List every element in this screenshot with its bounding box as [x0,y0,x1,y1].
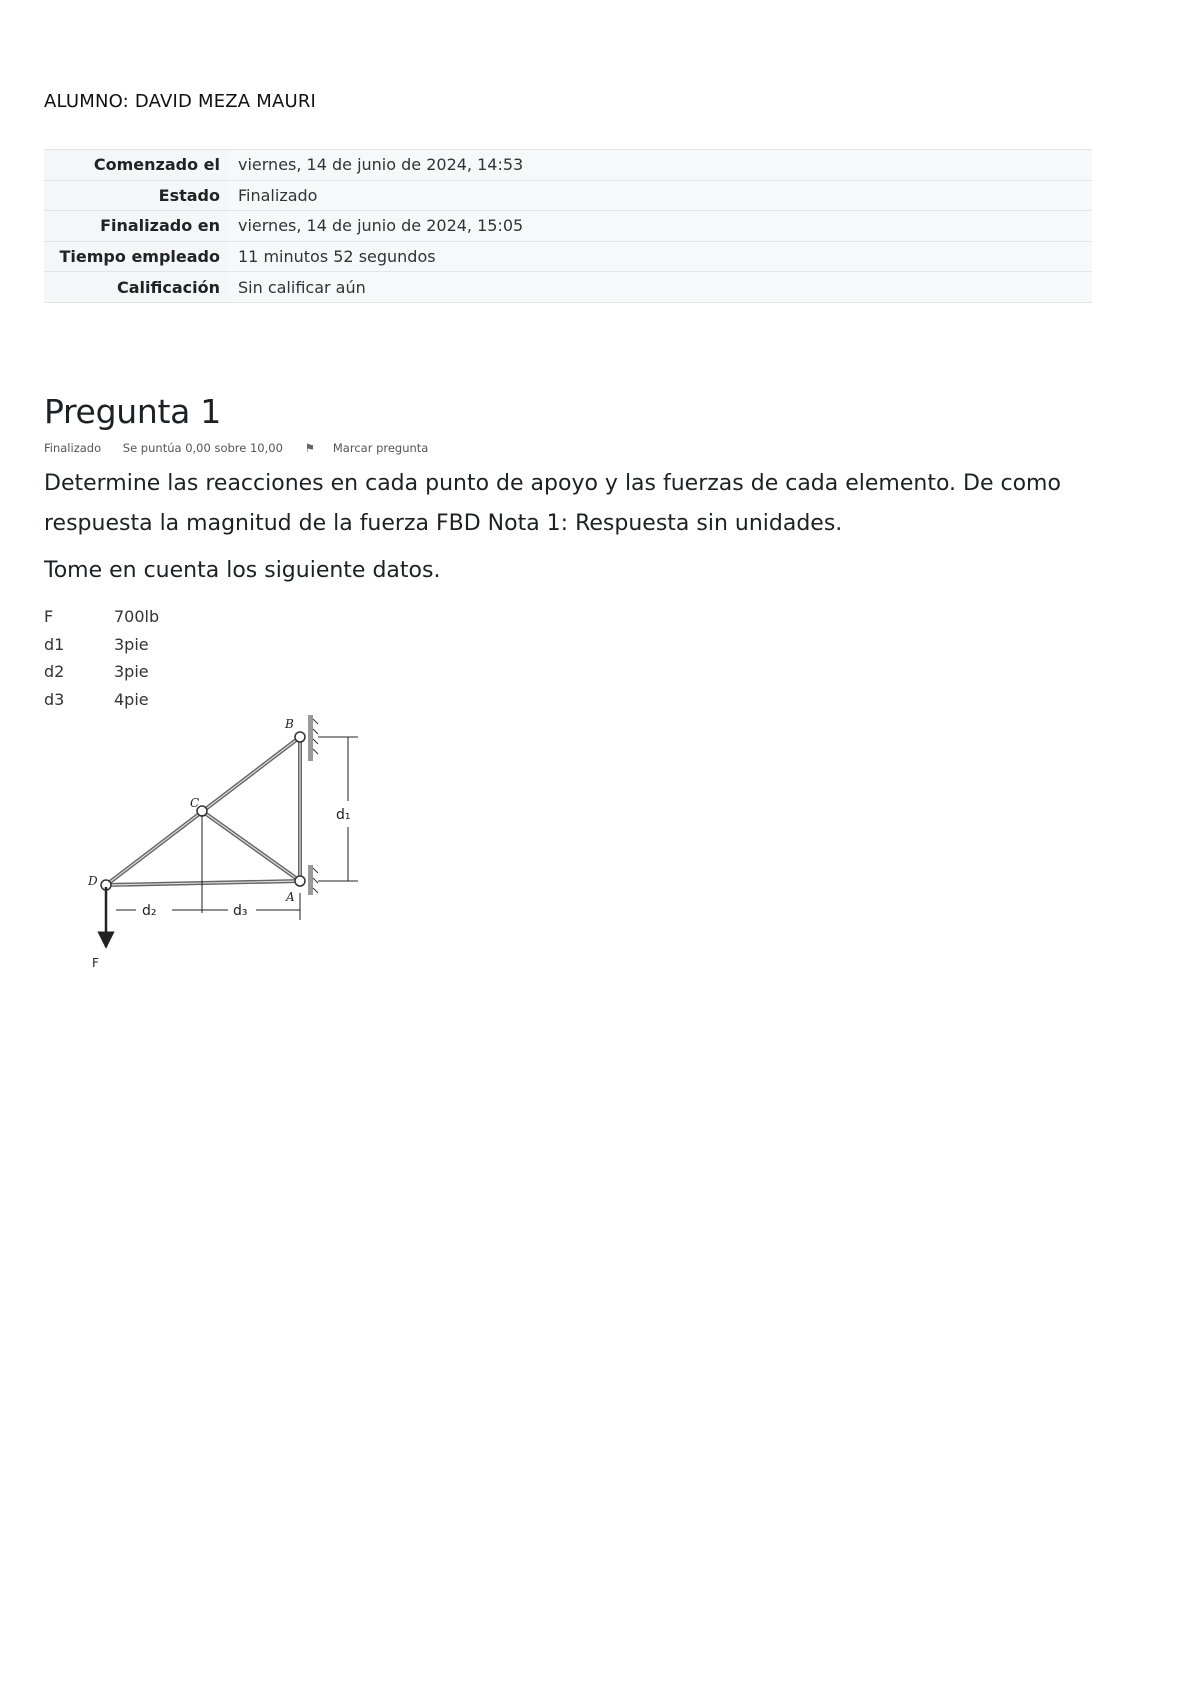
question-score: Se puntúa 0,00 sobre 10,00 [122,441,283,455]
data-value: 700lb [114,607,160,627]
label-a: A [286,890,295,904]
data-value: 4pie [114,689,149,709]
label-c: C [190,796,200,810]
wall-support-b [308,715,318,761]
summary-value: Finalizado [230,180,1092,211]
data-key: d3 [44,689,65,709]
data-row [44,686,159,714]
question-note: Tome en cuenta los siguiente datos. [44,558,441,583]
label-d1: d₁ [336,807,351,823]
summary-row-started [44,150,1092,181]
label-b: B [285,717,294,731]
summary-label: Tiempo empleado [44,241,230,272]
label-f: F [92,956,99,970]
truss-diagram [80,715,380,975]
flag-icon: ⚑ [304,441,315,455]
question-title: Pregunta 1 [44,392,221,431]
data-row [44,631,159,659]
summary-value: viernes, 14 de junio de 2024, 15:05 [230,211,1092,242]
label-d2: d₂ [142,903,157,919]
data-value: 3pie [114,634,149,654]
label-d: D [88,874,98,888]
question-info [44,441,464,455]
given-data-table [44,603,159,713]
summary-row-state [44,180,1092,211]
joint-a [295,876,305,886]
summary-value: 11 minutos 52 segundos [230,241,1092,272]
data-key: d1 [44,634,65,654]
label-d3: d₃ [233,903,248,919]
summary-row-finished [44,211,1092,242]
data-row [44,603,159,631]
data-key: d2 [44,662,65,682]
summary-row-time [44,241,1092,272]
question-text: Determine las reacciones en cada punto de apoyo y las fuerzas de cada elemento. De como respuesta la magnitud de la fuerza FBD Nota 1: Respuesta sin unidades. [44,471,1061,536]
summary-label: Calificación [44,272,230,303]
summary-value: viernes, 14 de junio de 2024, 14:53 [230,150,1092,181]
flag-question-label: Marcar pregunta [332,441,429,455]
data-value: 3pie [114,662,149,682]
wall-support-a [308,865,318,895]
question-state: Finalizado [44,441,102,455]
student-name: ALUMNO: DAVID MEZA MAURI [44,91,317,112]
summary-row-grade [44,272,1092,303]
attempt-summary-table [44,149,1092,303]
summary-label: Estado [44,180,230,211]
summary-label: Finalizado en [44,211,230,242]
data-row [44,658,159,686]
joint-b [295,732,305,742]
summary-value: Sin calificar aún [230,272,1092,303]
flag-question-link[interactable] [305,441,447,455]
data-key: F [44,607,54,627]
summary-label: Comenzado el [44,150,230,181]
dimension-d2-d3 [106,893,300,920]
